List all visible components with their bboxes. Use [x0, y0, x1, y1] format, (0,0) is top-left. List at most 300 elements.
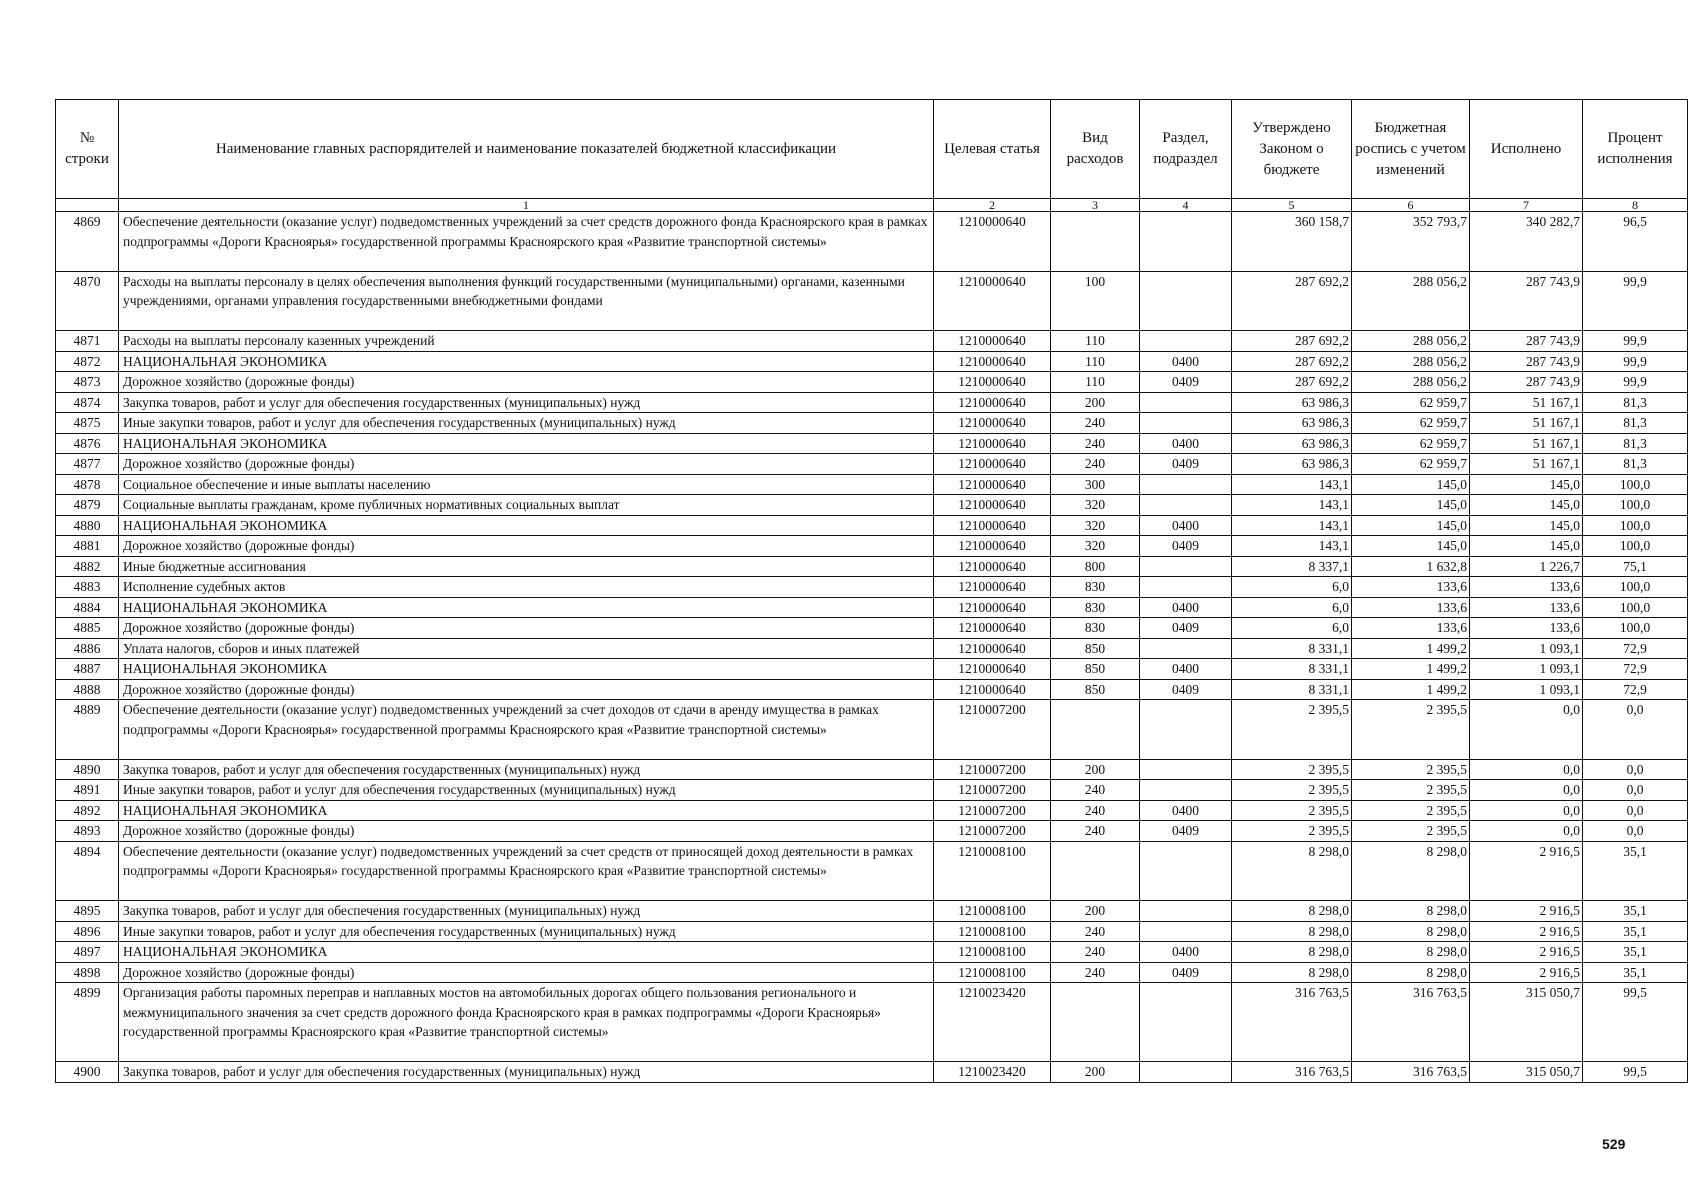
- target-article-cell: 1210000640: [934, 618, 1051, 639]
- target-article-cell: 1210008100: [934, 962, 1051, 983]
- percent-cell: 81,3: [1583, 413, 1688, 434]
- section-cell: 0409: [1140, 679, 1232, 700]
- expense-kind-cell: [1051, 983, 1140, 1062]
- schedule-cell: 1 499,2: [1352, 679, 1470, 700]
- expense-kind-cell: [1051, 841, 1140, 901]
- section-cell: 0409: [1140, 536, 1232, 557]
- section-cell: 0400: [1140, 942, 1232, 963]
- executed-cell: 133,6: [1470, 597, 1583, 618]
- target-article-cell: 1210000640: [934, 515, 1051, 536]
- target-article-cell: 1210008100: [934, 921, 1051, 942]
- row-number-cell: 4888: [56, 679, 119, 700]
- executed-cell: 287 743,9: [1470, 351, 1583, 372]
- table-row: [56, 392, 1688, 413]
- approved-cell: 8 337,1: [1232, 556, 1352, 577]
- target-article-cell: 1210000640: [934, 331, 1051, 352]
- header-name: Наименование главных распорядителей и наименование показателей бюджетной классификации: [119, 100, 934, 199]
- row-number-cell: 4884: [56, 597, 119, 618]
- table-row: [56, 780, 1688, 801]
- section-cell: [1140, 577, 1232, 598]
- row-number-cell: 4872: [56, 351, 119, 372]
- row-number-cell: 4887: [56, 659, 119, 680]
- target-article-cell: 1210000640: [934, 433, 1051, 454]
- section-cell: [1140, 392, 1232, 413]
- approved-cell: 2 395,5: [1232, 800, 1352, 821]
- approved-cell: 360 158,7: [1232, 212, 1352, 272]
- executed-cell: 51 167,1: [1470, 392, 1583, 413]
- section-cell: 0400: [1140, 515, 1232, 536]
- expense-kind-cell: 240: [1051, 821, 1140, 842]
- approved-cell: 8 298,0: [1232, 921, 1352, 942]
- section-cell: 0409: [1140, 618, 1232, 639]
- target-article-cell: 1210000640: [934, 212, 1051, 272]
- approved-cell: 63 986,3: [1232, 413, 1352, 434]
- expense-kind-cell: 320: [1051, 515, 1140, 536]
- expense-kind-cell: 850: [1051, 679, 1140, 700]
- table-body: [56, 212, 1688, 1083]
- expense-kind-cell: 200: [1051, 901, 1140, 922]
- section-cell: 0400: [1140, 433, 1232, 454]
- column-number: 7: [1470, 199, 1583, 212]
- table-row: [56, 638, 1688, 659]
- target-article-cell: 1210007200: [934, 700, 1051, 760]
- section-cell: [1140, 212, 1232, 272]
- expense-kind-cell: 850: [1051, 638, 1140, 659]
- target-article-cell: 1210007200: [934, 800, 1051, 821]
- approved-cell: 6,0: [1232, 577, 1352, 598]
- name-cell: Расходы на выплаты персоналу в целях обеспечения выполнения функций государственными (муниципальными) органами, казенными учреждениями, органами управления государственными внебюджетными фондами: [119, 271, 934, 331]
- approved-cell: 2 395,5: [1232, 759, 1352, 780]
- table-row: [56, 942, 1688, 963]
- section-cell: [1140, 921, 1232, 942]
- row-number-cell: 4886: [56, 638, 119, 659]
- section-cell: [1140, 271, 1232, 331]
- approved-cell: 316 763,5: [1232, 1062, 1352, 1083]
- percent-cell: 72,9: [1583, 679, 1688, 700]
- row-number-cell: 4899: [56, 983, 119, 1062]
- schedule-cell: 2 395,5: [1352, 821, 1470, 842]
- expense-kind-cell: 240: [1051, 413, 1140, 434]
- executed-cell: 0,0: [1470, 700, 1583, 760]
- section-cell: 0400: [1140, 659, 1232, 680]
- table-row: [56, 271, 1688, 331]
- row-number-cell: 4883: [56, 577, 119, 598]
- approved-cell: 287 692,2: [1232, 351, 1352, 372]
- schedule-cell: 2 395,5: [1352, 700, 1470, 760]
- executed-cell: 0,0: [1470, 780, 1583, 801]
- approved-cell: 8 298,0: [1232, 962, 1352, 983]
- name-cell: НАЦИОНАЛЬНАЯ ЭКОНОМИКА: [119, 942, 934, 963]
- table-row: [56, 351, 1688, 372]
- executed-cell: 145,0: [1470, 515, 1583, 536]
- section-cell: 0409: [1140, 454, 1232, 475]
- target-article-cell: 1210000640: [934, 679, 1051, 700]
- approved-cell: 8 331,1: [1232, 679, 1352, 700]
- schedule-cell: 133,6: [1352, 618, 1470, 639]
- executed-cell: 133,6: [1470, 577, 1583, 598]
- column-number: 8: [1583, 199, 1688, 212]
- section-cell: [1140, 331, 1232, 352]
- name-cell: НАЦИОНАЛЬНАЯ ЭКОНОМИКА: [119, 597, 934, 618]
- column-number: 2: [934, 199, 1051, 212]
- approved-cell: 6,0: [1232, 618, 1352, 639]
- schedule-cell: 8 298,0: [1352, 901, 1470, 922]
- schedule-cell: 316 763,5: [1352, 1062, 1470, 1083]
- percent-cell: 99,5: [1583, 983, 1688, 1062]
- approved-cell: 316 763,5: [1232, 983, 1352, 1062]
- approved-cell: 287 692,2: [1232, 372, 1352, 393]
- percent-cell: 75,1: [1583, 556, 1688, 577]
- target-article-cell: 1210000640: [934, 474, 1051, 495]
- expense-kind-cell: 830: [1051, 597, 1140, 618]
- row-number-cell: 4881: [56, 536, 119, 557]
- row-number-cell: 4895: [56, 901, 119, 922]
- row-number-cell: 4897: [56, 942, 119, 963]
- row-number-cell: 4869: [56, 212, 119, 272]
- target-article-cell: 1210008100: [934, 901, 1051, 922]
- table-row: [56, 474, 1688, 495]
- section-cell: 0409: [1140, 962, 1232, 983]
- schedule-cell: 288 056,2: [1352, 331, 1470, 352]
- approved-cell: 8 298,0: [1232, 901, 1352, 922]
- table-row: [56, 331, 1688, 352]
- row-number-cell: 4878: [56, 474, 119, 495]
- name-cell: Закупка товаров, работ и услуг для обеспечения государственных (муниципальных) нужд: [119, 759, 934, 780]
- percent-cell: 35,1: [1583, 921, 1688, 942]
- budget-execution-table: [55, 99, 1688, 1083]
- percent-cell: 72,9: [1583, 659, 1688, 680]
- row-number-cell: 4870: [56, 271, 119, 331]
- target-article-cell: 1210007200: [934, 821, 1051, 842]
- percent-cell: 100,0: [1583, 515, 1688, 536]
- percent-cell: 35,1: [1583, 942, 1688, 963]
- name-cell: Исполнение судебных актов: [119, 577, 934, 598]
- approved-cell: 143,1: [1232, 474, 1352, 495]
- target-article-cell: 1210000640: [934, 659, 1051, 680]
- executed-cell: 315 050,7: [1470, 983, 1583, 1062]
- schedule-cell: 145,0: [1352, 515, 1470, 536]
- percent-cell: 81,3: [1583, 433, 1688, 454]
- section-cell: [1140, 901, 1232, 922]
- table-row: [56, 659, 1688, 680]
- name-cell: Иные бюджетные ассигнования: [119, 556, 934, 577]
- section-cell: [1140, 474, 1232, 495]
- column-number: 4: [1140, 199, 1232, 212]
- expense-kind-cell: 240: [1051, 942, 1140, 963]
- row-number-cell: 4898: [56, 962, 119, 983]
- schedule-cell: 8 298,0: [1352, 841, 1470, 901]
- schedule-cell: 133,6: [1352, 577, 1470, 598]
- table-row: [56, 536, 1688, 557]
- name-cell: Дорожное хозяйство (дорожные фонды): [119, 821, 934, 842]
- schedule-cell: 288 056,2: [1352, 372, 1470, 393]
- schedule-cell: 2 395,5: [1352, 759, 1470, 780]
- percent-cell: 100,0: [1583, 474, 1688, 495]
- table-row: [56, 841, 1688, 901]
- table-row: [56, 1062, 1688, 1083]
- percent-cell: 81,3: [1583, 454, 1688, 475]
- table-row: [56, 577, 1688, 598]
- name-cell: Уплата налогов, сборов и иных платежей: [119, 638, 934, 659]
- expense-kind-cell: 240: [1051, 780, 1140, 801]
- target-article-cell: 1210000640: [934, 413, 1051, 434]
- expense-kind-cell: 320: [1051, 536, 1140, 557]
- percent-cell: 35,1: [1583, 962, 1688, 983]
- schedule-cell: 145,0: [1352, 474, 1470, 495]
- percent-cell: 0,0: [1583, 800, 1688, 821]
- approved-cell: 2 395,5: [1232, 700, 1352, 760]
- table-row: [56, 433, 1688, 454]
- row-number-cell: 4885: [56, 618, 119, 639]
- expense-kind-cell: 850: [1051, 659, 1140, 680]
- executed-cell: 51 167,1: [1470, 433, 1583, 454]
- expense-kind-cell: 800: [1051, 556, 1140, 577]
- expense-kind-cell: 200: [1051, 392, 1140, 413]
- expense-kind-cell: 200: [1051, 1062, 1140, 1083]
- expense-kind-cell: 240: [1051, 800, 1140, 821]
- header-approved: Утверждено Законом о бюджете: [1232, 100, 1352, 199]
- name-cell: Закупка товаров, работ и услуг для обеспечения государственных (муниципальных) нужд: [119, 1062, 934, 1083]
- header-row: [56, 100, 1688, 199]
- percent-cell: 72,9: [1583, 638, 1688, 659]
- column-number: 3: [1051, 199, 1140, 212]
- target-article-cell: 1210000640: [934, 372, 1051, 393]
- schedule-cell: 62 959,7: [1352, 433, 1470, 454]
- schedule-cell: 8 298,0: [1352, 962, 1470, 983]
- name-cell: НАЦИОНАЛЬНАЯ ЭКОНОМИКА: [119, 433, 934, 454]
- percent-cell: 81,3: [1583, 392, 1688, 413]
- row-number-cell: 4890: [56, 759, 119, 780]
- section-cell: 0400: [1140, 597, 1232, 618]
- approved-cell: 143,1: [1232, 515, 1352, 536]
- name-cell: Дорожное хозяйство (дорожные фонды): [119, 618, 934, 639]
- row-number-cell: 4877: [56, 454, 119, 475]
- schedule-cell: 1 632,8: [1352, 556, 1470, 577]
- executed-cell: 287 743,9: [1470, 271, 1583, 331]
- percent-cell: 0,0: [1583, 759, 1688, 780]
- table-row: [56, 921, 1688, 942]
- percent-cell: 99,9: [1583, 372, 1688, 393]
- target-article-cell: 1210007200: [934, 780, 1051, 801]
- schedule-cell: 288 056,2: [1352, 271, 1470, 331]
- name-cell: Иные закупки товаров, работ и услуг для обеспечения государственных (муниципальных) нужд: [119, 780, 934, 801]
- name-cell: Дорожное хозяйство (дорожные фонды): [119, 962, 934, 983]
- target-article-cell: 1210000640: [934, 577, 1051, 598]
- name-cell: Обеспечение деятельности (оказание услуг) подведомственных учреждений за счет средств дорожного фонда Красноярского края в рамках подпрограммы «Дороги Красноярья» государственной программы Красноярского края «Развитие транспортной системы»: [119, 212, 934, 272]
- approved-cell: 287 692,2: [1232, 271, 1352, 331]
- section-cell: 0409: [1140, 372, 1232, 393]
- schedule-cell: 352 793,7: [1352, 212, 1470, 272]
- approved-cell: 143,1: [1232, 495, 1352, 516]
- approved-cell: 8 298,0: [1232, 942, 1352, 963]
- name-cell: НАЦИОНАЛЬНАЯ ЭКОНОМИКА: [119, 659, 934, 680]
- section-cell: [1140, 1062, 1232, 1083]
- target-article-cell: 1210000640: [934, 454, 1051, 475]
- section-cell: [1140, 495, 1232, 516]
- row-number-cell: 4876: [56, 433, 119, 454]
- executed-cell: 2 916,5: [1470, 962, 1583, 983]
- name-cell: Обеспечение деятельности (оказание услуг) подведомственных учреждений за счет доходов от сдачи в аренду имущества в рамках подпрограммы «Дороги Красноярья» государственной программы Красноярского края «Развитие транспортной системы»: [119, 700, 934, 760]
- expense-kind-cell: 300: [1051, 474, 1140, 495]
- name-cell: Дорожное хозяйство (дорожные фонды): [119, 679, 934, 700]
- executed-cell: 315 050,7: [1470, 1062, 1583, 1083]
- target-article-cell: 1210000640: [934, 351, 1051, 372]
- percent-cell: 100,0: [1583, 495, 1688, 516]
- executed-cell: 2 916,5: [1470, 901, 1583, 922]
- percent-cell: 100,0: [1583, 597, 1688, 618]
- target-article-cell: 1210023420: [934, 1062, 1051, 1083]
- section-cell: 0409: [1140, 821, 1232, 842]
- executed-cell: 1 093,1: [1470, 638, 1583, 659]
- section-cell: [1140, 413, 1232, 434]
- executed-cell: 2 916,5: [1470, 942, 1583, 963]
- schedule-cell: 8 298,0: [1352, 942, 1470, 963]
- target-article-cell: 1210000640: [934, 638, 1051, 659]
- section-cell: [1140, 841, 1232, 901]
- section-cell: [1140, 983, 1232, 1062]
- row-number-cell: 4889: [56, 700, 119, 760]
- percent-cell: 0,0: [1583, 780, 1688, 801]
- schedule-cell: 288 056,2: [1352, 351, 1470, 372]
- page-number: 529: [1602, 1136, 1626, 1152]
- schedule-cell: 145,0: [1352, 536, 1470, 557]
- expense-kind-cell: 240: [1051, 921, 1140, 942]
- column-number: [56, 199, 119, 212]
- percent-cell: 35,1: [1583, 841, 1688, 901]
- expense-kind-cell: 240: [1051, 433, 1140, 454]
- header-percent: Процент исполнения: [1583, 100, 1688, 199]
- expense-kind-cell: 110: [1051, 331, 1140, 352]
- table-row: [56, 962, 1688, 983]
- schedule-cell: 1 499,2: [1352, 659, 1470, 680]
- expense-kind-cell: [1051, 700, 1140, 760]
- executed-cell: 145,0: [1470, 536, 1583, 557]
- header-expense-kind: Вид расходов: [1051, 100, 1140, 199]
- executed-cell: 287 743,9: [1470, 331, 1583, 352]
- percent-cell: 99,5: [1583, 1062, 1688, 1083]
- approved-cell: 63 986,3: [1232, 454, 1352, 475]
- section-cell: [1140, 780, 1232, 801]
- row-number-cell: 4892: [56, 800, 119, 821]
- row-number-cell: 4891: [56, 780, 119, 801]
- expense-kind-cell: 830: [1051, 618, 1140, 639]
- executed-cell: 145,0: [1470, 495, 1583, 516]
- table-row: [56, 413, 1688, 434]
- executed-cell: 0,0: [1470, 821, 1583, 842]
- row-number-cell: 4880: [56, 515, 119, 536]
- table-row: [56, 679, 1688, 700]
- target-article-cell: 1210000640: [934, 271, 1051, 331]
- target-article-cell: 1210000640: [934, 556, 1051, 577]
- section-cell: [1140, 638, 1232, 659]
- expense-kind-cell: 100: [1051, 271, 1140, 331]
- name-cell: НАЦИОНАЛЬНАЯ ЭКОНОМИКА: [119, 351, 934, 372]
- executed-cell: 1 093,1: [1470, 679, 1583, 700]
- row-number-cell: 4900: [56, 1062, 119, 1083]
- section-cell: [1140, 700, 1232, 760]
- expense-kind-cell: 200: [1051, 759, 1140, 780]
- approved-cell: 8 331,1: [1232, 638, 1352, 659]
- table-row: [56, 618, 1688, 639]
- column-number: 6: [1352, 199, 1470, 212]
- expense-kind-cell: 110: [1051, 351, 1140, 372]
- executed-cell: 0,0: [1470, 759, 1583, 780]
- executed-cell: 51 167,1: [1470, 413, 1583, 434]
- row-number-cell: 4875: [56, 413, 119, 434]
- approved-cell: 63 986,3: [1232, 392, 1352, 413]
- column-number-row: [56, 199, 1688, 212]
- target-article-cell: 1210008100: [934, 942, 1051, 963]
- executed-cell: 1 093,1: [1470, 659, 1583, 680]
- expense-kind-cell: 320: [1051, 495, 1140, 516]
- name-cell: Социальные выплаты гражданам, кроме публичных нормативных социальных выплат: [119, 495, 934, 516]
- table-row: [56, 556, 1688, 577]
- table-row: [56, 983, 1688, 1062]
- name-cell: Иные закупки товаров, работ и услуг для обеспечения государственных (муниципальных) нужд: [119, 921, 934, 942]
- percent-cell: 0,0: [1583, 821, 1688, 842]
- schedule-cell: 8 298,0: [1352, 921, 1470, 942]
- approved-cell: 287 692,2: [1232, 331, 1352, 352]
- section-cell: [1140, 759, 1232, 780]
- row-number-cell: 4894: [56, 841, 119, 901]
- percent-cell: 96,5: [1583, 212, 1688, 272]
- executed-cell: 51 167,1: [1470, 454, 1583, 475]
- table-row: [56, 901, 1688, 922]
- header-row-no: № строки: [56, 100, 119, 199]
- target-article-cell: 1210008100: [934, 841, 1051, 901]
- executed-cell: 340 282,7: [1470, 212, 1583, 272]
- approved-cell: 8 298,0: [1232, 841, 1352, 901]
- target-article-cell: 1210023420: [934, 983, 1051, 1062]
- name-cell: Иные закупки товаров, работ и услуг для обеспечения государственных (муниципальных) нужд: [119, 413, 934, 434]
- row-number-cell: 4893: [56, 821, 119, 842]
- expense-kind-cell: 110: [1051, 372, 1140, 393]
- schedule-cell: 316 763,5: [1352, 983, 1470, 1062]
- approved-cell: 2 395,5: [1232, 780, 1352, 801]
- approved-cell: 2 395,5: [1232, 821, 1352, 842]
- schedule-cell: 2 395,5: [1352, 780, 1470, 801]
- percent-cell: 100,0: [1583, 618, 1688, 639]
- percent-cell: 99,9: [1583, 351, 1688, 372]
- schedule-cell: 145,0: [1352, 495, 1470, 516]
- executed-cell: 145,0: [1470, 474, 1583, 495]
- target-article-cell: 1210000640: [934, 597, 1051, 618]
- percent-cell: 100,0: [1583, 577, 1688, 598]
- target-article-cell: 1210000640: [934, 495, 1051, 516]
- section-cell: 0400: [1140, 800, 1232, 821]
- name-cell: НАЦИОНАЛЬНАЯ ЭКОНОМИКА: [119, 800, 934, 821]
- name-cell: Расходы на выплаты персоналу казенных учреждений: [119, 331, 934, 352]
- expense-kind-cell: 240: [1051, 962, 1140, 983]
- schedule-cell: 133,6: [1352, 597, 1470, 618]
- table-row: [56, 800, 1688, 821]
- expense-kind-cell: 240: [1051, 454, 1140, 475]
- table-row: [56, 821, 1688, 842]
- name-cell: Закупка товаров, работ и услуг для обеспечения государственных (муниципальных) нужд: [119, 901, 934, 922]
- executed-cell: 133,6: [1470, 618, 1583, 639]
- table-row: [56, 372, 1688, 393]
- row-number-cell: 4873: [56, 372, 119, 393]
- executed-cell: 1 226,7: [1470, 556, 1583, 577]
- target-article-cell: 1210000640: [934, 536, 1051, 557]
- column-number: 5: [1232, 199, 1352, 212]
- percent-cell: 100,0: [1583, 536, 1688, 557]
- budget-table-sheet: [55, 99, 1687, 1083]
- percent-cell: 99,9: [1583, 331, 1688, 352]
- target-article-cell: 1210000640: [934, 392, 1051, 413]
- target-article-cell: 1210007200: [934, 759, 1051, 780]
- executed-cell: 2 916,5: [1470, 921, 1583, 942]
